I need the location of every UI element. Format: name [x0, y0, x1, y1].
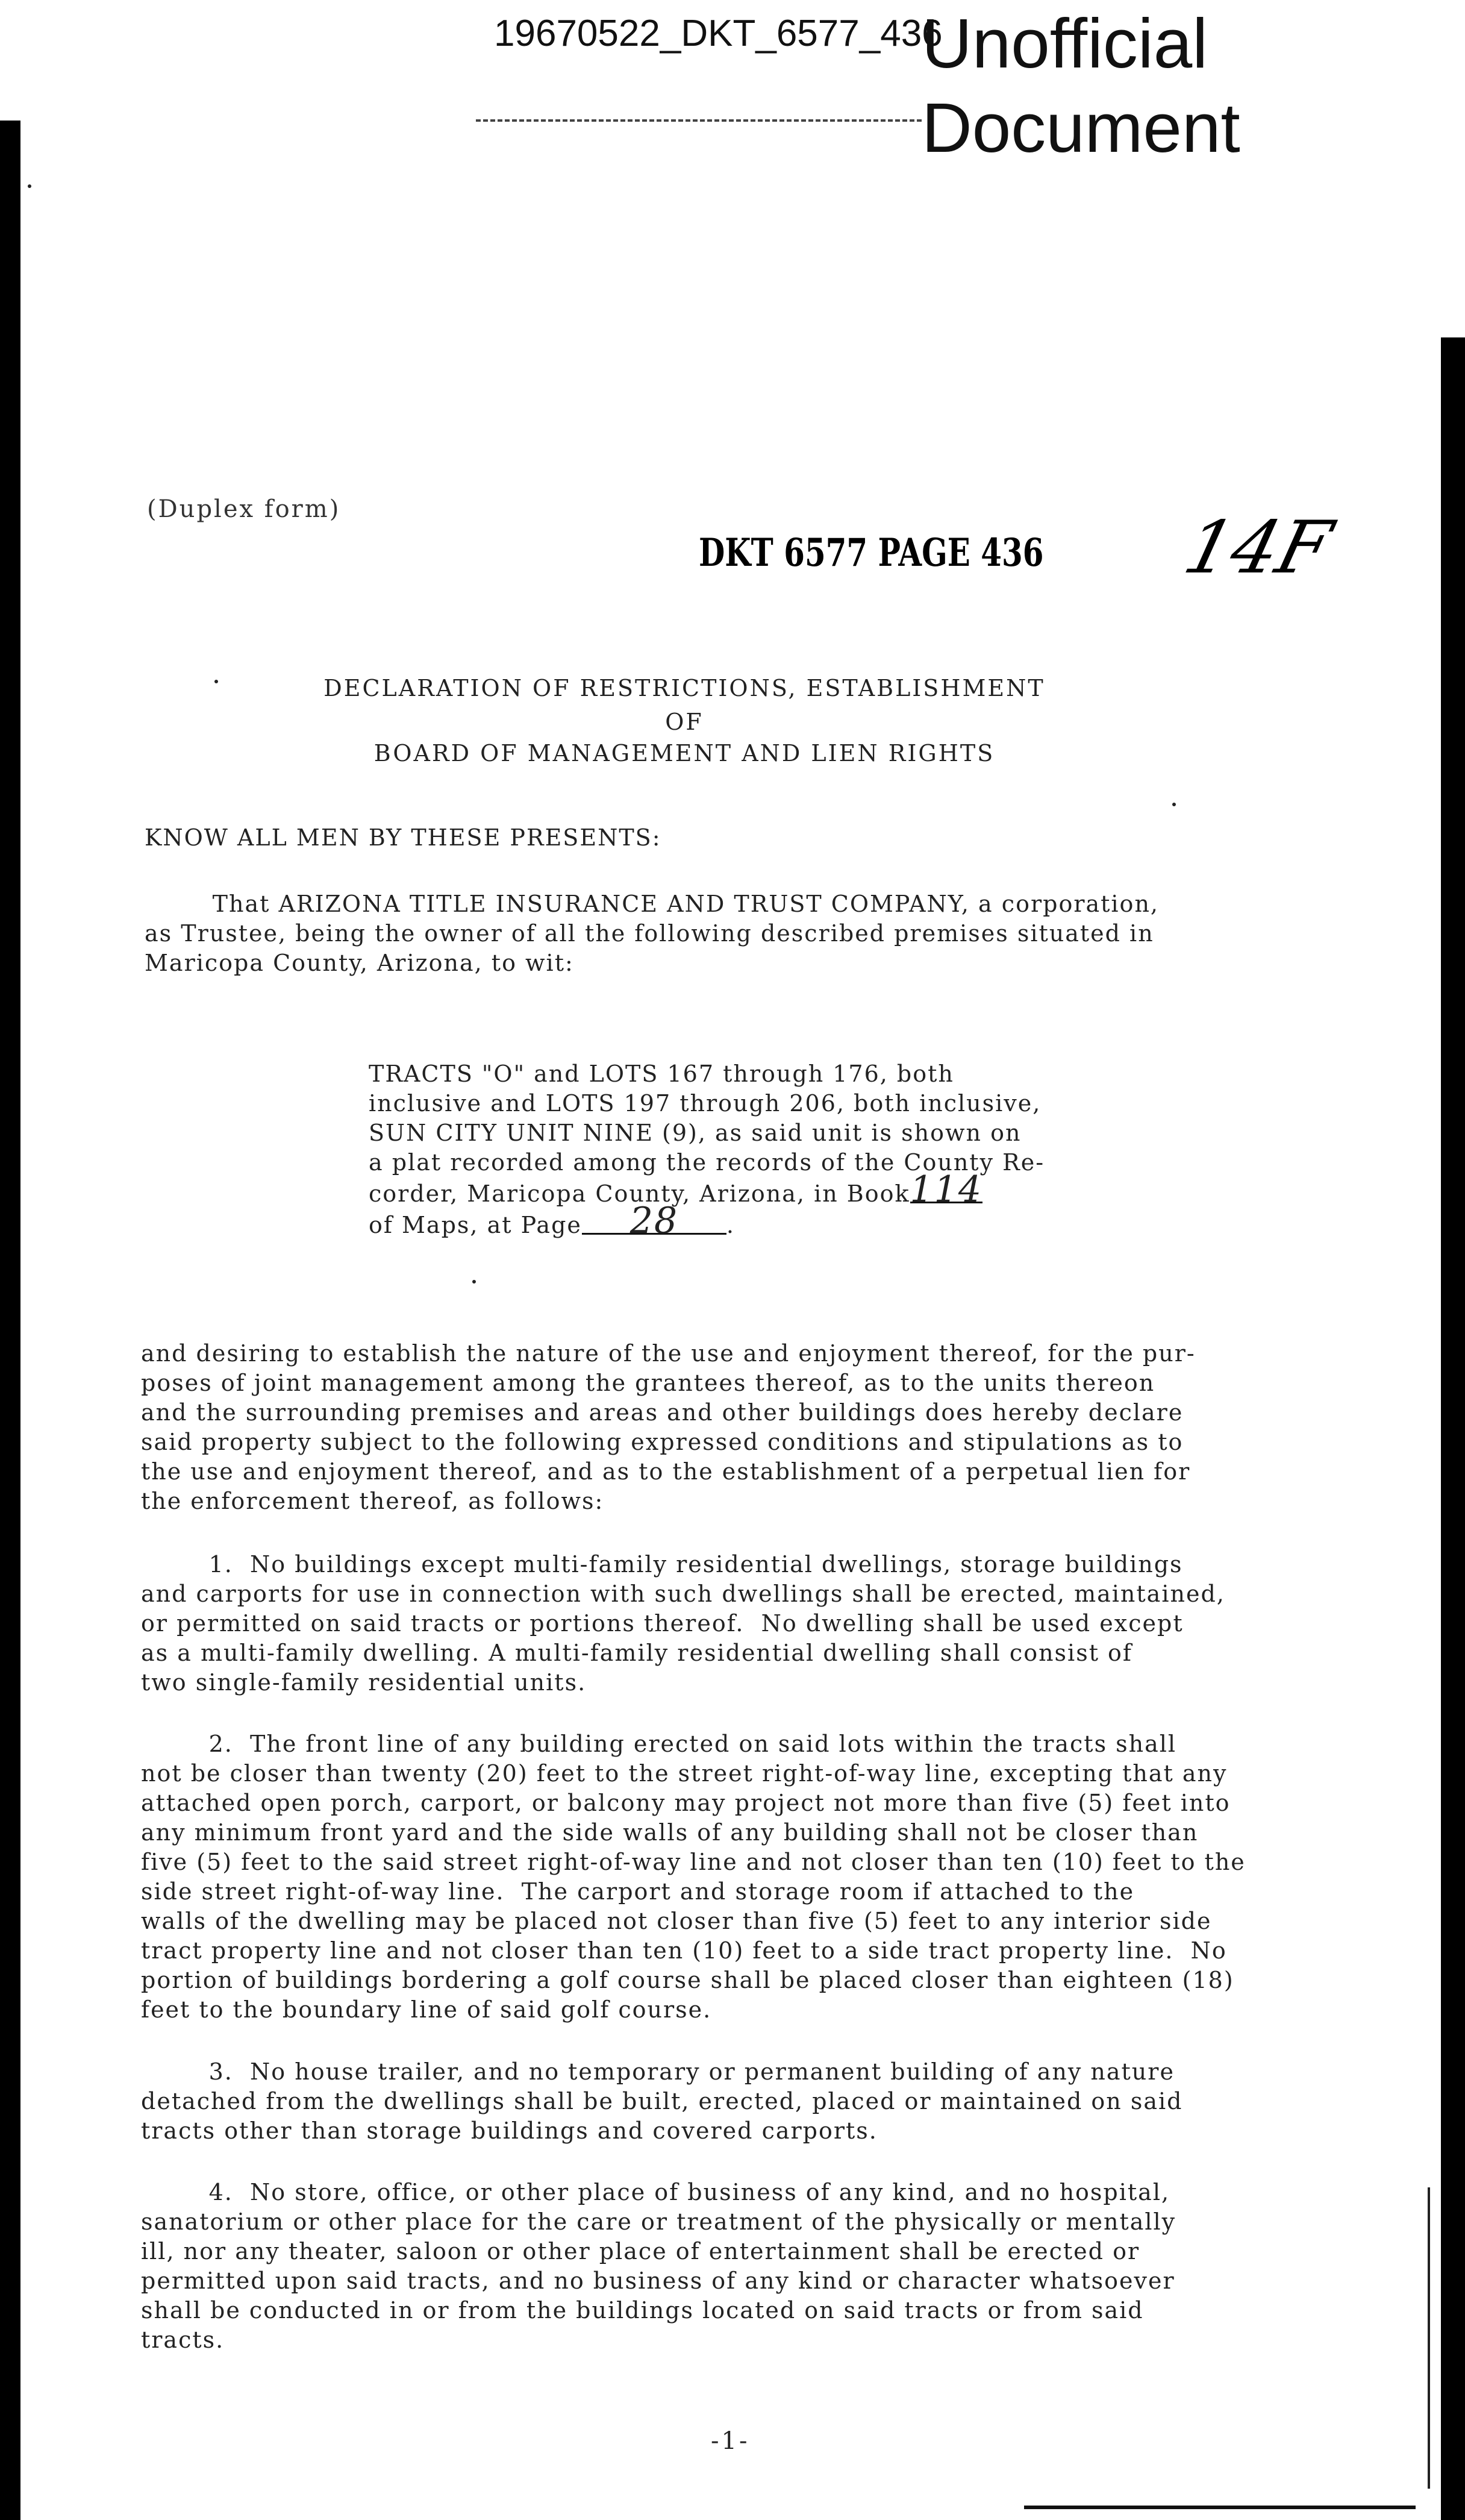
scan-speck — [472, 1280, 476, 1284]
legal-description-text: TRACTS "O" and LOTS 167 through 176, both inclusive and LOTS 197 through 206, both inclusive, SUN CITY UNIT NINE (9), as said unit is shown on a plat recorded among the records of the County Re- corder, Maricopa County, Arizona, in Book — [369, 1061, 1045, 1207]
document-title-line-1: DECLARATION OF RESTRICTIONS, ESTABLISHMENT — [323, 675, 1045, 701]
watermark-line-2: Document — [922, 89, 1240, 167]
bottom-edge-mark — [1024, 2506, 1416, 2509]
document-id: 19670522_DKT_6577_436 — [494, 13, 943, 54]
purpose-paragraph: and desiring to establish the nature of the use and enjoyment thereof, for the pur- poses of joint management among the grantees thereof, as to the units thereon and the surrounding premises and areas and other buildings does hereby declare said property subject to the following expressed conditions and stipulations as to the use and enjoyment thereof, and as to the establishment of a perpetual lien for the enforcement thereof, as follows: — [141, 1340, 1196, 1514]
restriction-paragraph-4: 4. No store, office, or other place of business of any kind, and no hospital, sanatorium or other place for the care or treatment of the physically or mentally ill, nor any theater, saloon or other place of entertainment shall be erected or permitted upon said tracts, and no business of any kind or character whatsoever shall be conducted in or from the buildings located on said tracts or from said tracts. — [141, 2179, 1176, 2353]
scan-edge-left — [0, 121, 20, 2520]
maps-page-label: of Maps, at Page — [369, 1212, 582, 1238]
document-title-line-2: OF — [665, 709, 704, 735]
restriction-paragraph-2: 2. The front line of any building erected on said lots within the tracts shall not be closer than twenty (20) feet to the street right-of-way line, excepting that any attached open porch, carport, or balcony may project not more than five (5) feet into any minimum front yard and the side walls of any building shall not be closer than five (5) feet to the said street right-of-way line and not closer than ten (10) feet to the side street right-of-way line. The carport and storage room if attached to the walls of the dwelling may be placed not closer than five (5) feet to any interior side tract property line and not closer than ten (10) feet to a side tract property line. No portion of buildings bordering a golf course shall be placed closer than eighteen (18) feet to the boundary line of said golf course. — [141, 1731, 1246, 2023]
page-number: -1- — [711, 2427, 750, 2455]
scan-speck — [28, 184, 31, 188]
know-all-men-heading: KNOW ALL MEN BY THESE PRESENTS: — [145, 824, 661, 851]
scan-speck — [1172, 803, 1176, 806]
scan-edge-right — [1441, 337, 1465, 2520]
book-number-handwritten: 114 — [910, 1168, 983, 1211]
page-number-handwritten: 28 — [582, 1209, 726, 1235]
form-type-label: (Duplex form) — [147, 495, 341, 523]
restriction-paragraph-3: 3. No house trailer, and no temporary or permanent building of any nature detached from the dwellings shall be built, erected, placed or maintained on said tracts other than storage buildings and covered carports. — [141, 2058, 1183, 2144]
right-margin-rule — [1428, 2187, 1430, 2489]
watermark-line-1: Unofficial — [922, 4, 1208, 83]
legal-description: TRACTS "O" and LOTS 167 through 176, both inclusive and LOTS 197 through 206, both inclusive, SUN CITY UNIT NINE (9), as said unit is shown on a plat recorded among the records of the County Re- corder, Maricopa County, Arizona, in Book114 of Maps, at Page 28 . — [369, 1061, 1045, 1242]
restriction-paragraph-1: 1. No buildings except multi-family residential dwellings, storage buildings and carports for use in connection with such dwellings shall be erected, maintained, or permitted on said tracts or portions thereof. No dwelling shall be used except as a multi-family dwelling. A multi-family residential dwelling shall consist of two single-family residential units. — [141, 1551, 1225, 1696]
header-dash-line — [476, 119, 922, 122]
intro-paragraph: That ARIZONA TITLE INSURANCE AND TRUST COMPANY, a corporation, as Trustee, being the owner of all the following described premises situated in Maricopa County, Arizona, to wit: — [145, 891, 1159, 976]
handwritten-mark: 14F — [1176, 506, 1340, 590]
document-title-line-3: BOARD OF MANAGEMENT AND LIEN RIGHTS — [373, 740, 995, 766]
unofficial-watermark — [922, 1, 1240, 170]
docket-stamp: DKT 6577 PAGE 436 — [699, 530, 1044, 575]
